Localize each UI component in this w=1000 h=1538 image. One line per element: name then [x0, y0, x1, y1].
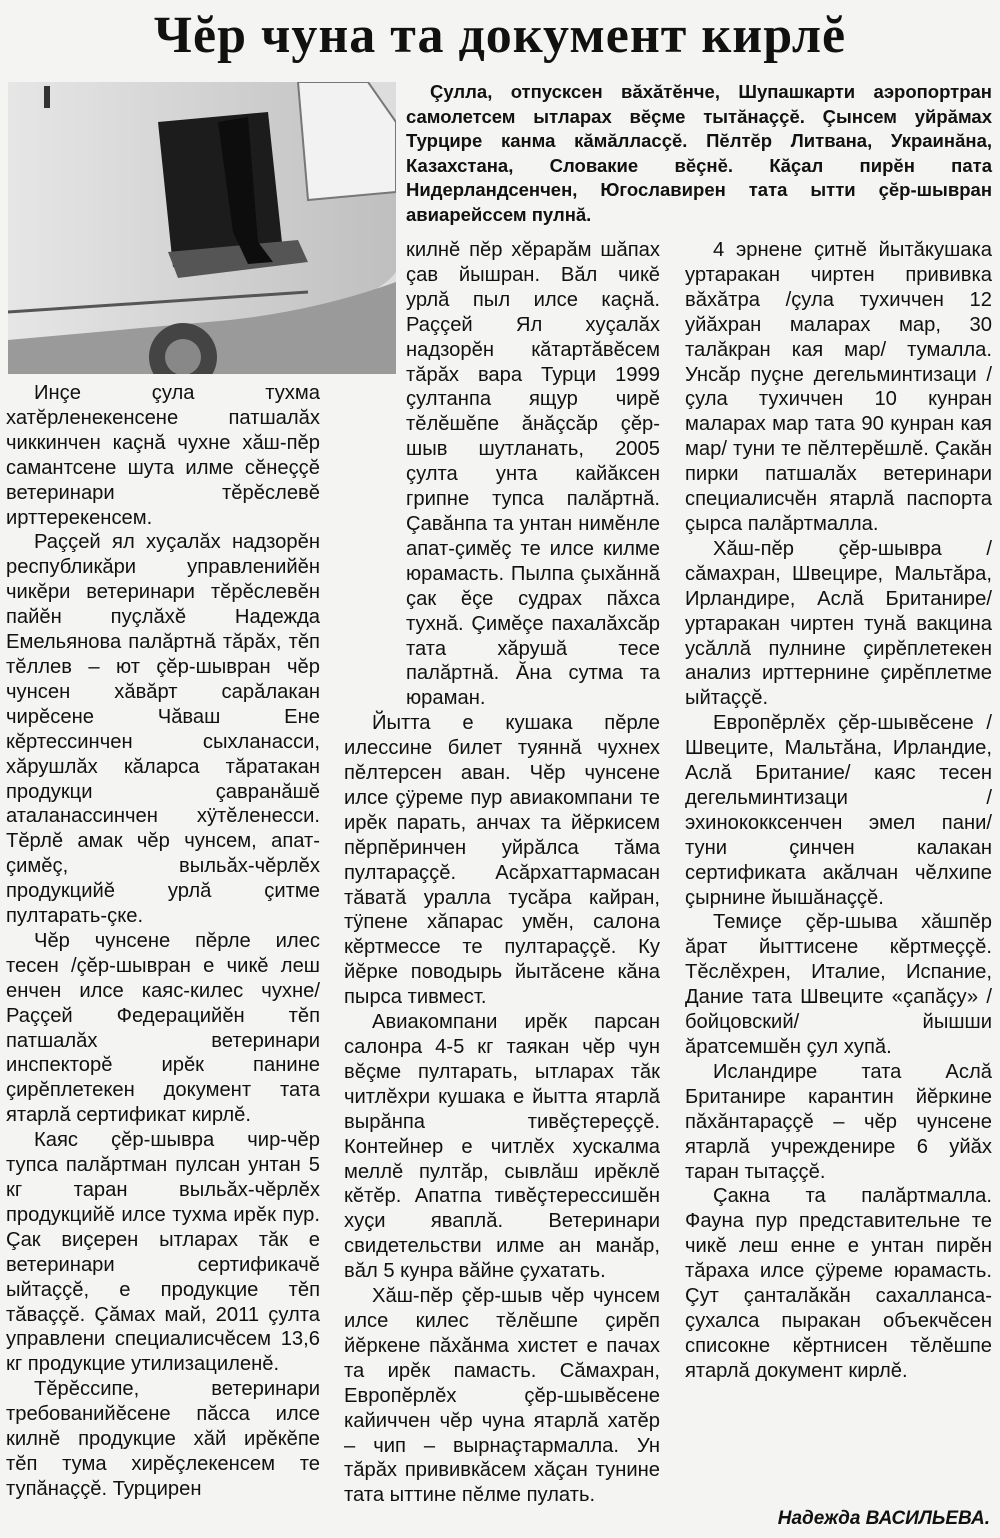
byline: Надежда ВАСИЛЬЕВА.	[777, 1508, 990, 1529]
paragraph: Тĕрĕссипе, ветеринари требованийĕсене пăсса илсе килнĕ продукцие хăй ирĕкĕпе тĕп тума хирĕçлекенсем те тупăнаççĕ. Турцирен	[6, 1378, 320, 1500]
column-1	[6, 381, 320, 1502]
paragraph: Темиçе çĕр-шыва хăшпĕр ăрат йыттисене кĕртмеççĕ. Тĕслĕхрен, Италие, Испание, Дание тата Швеците «çапăçу» /бойцовский/ йышши ăратсемшĕн çул хупă.	[685, 911, 992, 1058]
paragraph: Инçе çула тухма хатĕрленекенсене патшалăх чиккинчен каçнă чухне хăш-пĕр самантсене шута илме сĕнеççĕ ветеринари тĕрĕслевĕ ирттерекенсем.	[6, 382, 320, 529]
headline: Чĕр чуна та документ кирлĕ	[153, 7, 847, 64]
lead-text: Çулла, отпусксен вăхăтĕнче, Шупашкарти аэропортран самолетсем ытларах вĕçме тытăнаççĕ. Çынсем уйрăмах Турцире канма кăмăлласçĕ. Пĕлтĕр Литвана, Украинăна, Казахстана, Словакие вĕçнĕ. Кăçал пирĕн пата Нидерландсенчен, Югославирен тата ытти çĕр-шывран авиарейссем пулнă.	[406, 81, 992, 225]
paragraph: Раççей ял хуçалăх надзорĕн республикăри управленийĕн чикĕри ветеринари тĕрĕслевĕн пайĕн пуçлăхĕ Надежда Емельянова палăртнă тăрăх, тĕп тĕллев – ют çĕр-шывран чĕр чунсен хăвăрт сарăлакан чирĕсене Чăваш Ене кĕртессинчен сыхланасси, хăрушлăх кăларса тăратакан продукци çавранăшĕ аталанассинчен хÿтĕленесси. Тĕрлĕ амак чĕр чунсем, апат-çимĕç, выльăх-чĕрлĕх продукцийĕ урлă çитме пултарать-çке.	[6, 531, 320, 928]
car-door-photo-icon	[8, 82, 396, 374]
paragraph: Каяс çĕр-шывра чир-чĕр тупса палăртман пулсан унтан 5 кг таран выльăх-чĕрлĕх продукцийĕ илсе тухма ирĕк пур. Çак виçерен ытларах тăк е ветеринари сертификачĕ ыйтаççĕ, е продукцие тĕп тăваççĕ. Çăмах май, 2011 çулта управлени специалисчĕсем 13,6 кг продукцие утилизациленĕ.	[6, 1129, 320, 1376]
lead-paragraph	[406, 80, 992, 230]
paragraph: Хăш-пĕр çĕр-шыв чĕр чунсем илсе килес тĕлĕшпе çирĕп йĕркене пăхăнма хистет е пачах та ирĕк памасть. Сăмахран, Европĕрлĕх çĕр-шывĕсене кайиччен чĕр чуна ятарлă хатĕр – чип – вырнаçтармалла. Ун тăрăх прививкăсем хăçан тунине тата ыттине пĕлме пулать.	[344, 1285, 660, 1507]
paragraph: 4 эрнене çитнĕ йытăкушака уртаракан чиртен прививка вăхăтра /çула тухиччен 12 уйăхран маларах мар, 30 талăкран кая мар/ тумалла. Унсăр пуçне дегельминтизаци /çула тухиччен 10 кунран маларах мар тата 90 кунран кая мар/ туни те пĕлтерĕшлĕ. Çакăн пирки патшалăх ветеринари специалисчĕн ятарлă паспорта çырса палăртмалла.	[685, 239, 992, 535]
paragraph: Çакна та палăртмалла. Фауна пур представительне те чикĕ леш енне е унтан пирĕн тăраха илсе çÿреме юрамасть. Çут çанталăкăн сахалланса-çухалса пыракан объекчĕсен списокне кĕртнисен тĕлĕшпе ятарлă документ кирлĕ.	[685, 1185, 992, 1382]
paragraph: Чĕр чунсене пĕрле илес тесен /çĕр-шывран е чикĕ леш енчен илсе каяс-килес чухне/ Раççей Федерацийĕн тĕп патшалăх ветеринари инспекторĕ ирĕк панине çирĕплетекен документ тата ятарлă сертификат кирлĕ.	[6, 929, 320, 1127]
paragraph: Европĕрлĕх çĕр-шывĕсене /Швеците, Мальтăна, Ирландие, Аслă Британие/ каяс тесен дегельминтизаци /эхинококксенчен эмел пани/ туни çинчен калакан сертификата акăлчан чĕлхипе çырнине йышăнаççĕ.	[685, 712, 992, 909]
paragraph: килнĕ пĕр хĕрарăм шăпах çав йышран. Вăл чикĕ урлă пыл илсе каçнă. Раççей Ял хуçалăх надзорĕн кăтартăвĕсем тăрăх вара Турци 1999 çултанпа ящур чирĕ тĕлĕшĕпе ăнăçсăр çĕр-шыв шутланать, 2005 çулта унта кайăксен грипне тупса палăртнă. Çавăнпа та унтан нимĕнле апат-çимĕç те илсе килме юрамасть. Пылпа çыхăннă çак ĕçе судрах пăхса тухнă. Çимĕçе пахалăхсăр тата хăрушă тесе палăртнă. Ăна сутма та юраман.	[406, 239, 660, 710]
column-3	[685, 238, 992, 1384]
paragraph: Авиакомпани ирĕк парсан салонра 4-5 кг таякан чĕр чун вĕçме пултарать, ытларах тăк читлĕхри кушака е йытта ятарлă вырăнпа тивĕçтереççĕ. Контейнер е читлĕх хускалма меллĕ пултăр, сывлăш ирĕклĕ кĕтĕр. Апатпа тивĕçтерессишĕн хуçи яваплă. Ветеринари свидетельстви илме ан манăр, вăл 5 кунра вăйне çухатать.	[344, 1011, 660, 1283]
paragraph: Хăш-пĕр çĕр-шывра /сăмахран, Швецире, Мальтăра, Ирландире, Аслă Британире/ уртаракан чиртен тунă вакцина усăллă пулнине çирĕплетекен анализ ирттернине çирĕплетме ыйтаççĕ.	[685, 537, 992, 710]
paragraph: Исландире тата Аслă Британире карантин йĕркине пăхăнтараççĕ – чĕр чунсене ятарлă учрежденире 6 уйăх таран тытаççĕ.	[685, 1060, 992, 1183]
column-2	[344, 238, 660, 1508]
paragraph: Йытта е кушака пĕрле илессине билет туяннă чухнех пĕлтерсен аван. Чĕр чунсене илсе çÿреме пур авиакомпани те ирĕк парать, анчах та йĕркисем пĕрпĕринчен уйрăлса тăма пултараççĕ. Асăрхаттармасан тăватă уралла тусăра кайран, тÿпене хăпарас умĕн, салона кĕртмессе те пултараççĕ. Ку йĕрке поводырь йытăсене кăна пырса тивмест.	[344, 712, 660, 1009]
